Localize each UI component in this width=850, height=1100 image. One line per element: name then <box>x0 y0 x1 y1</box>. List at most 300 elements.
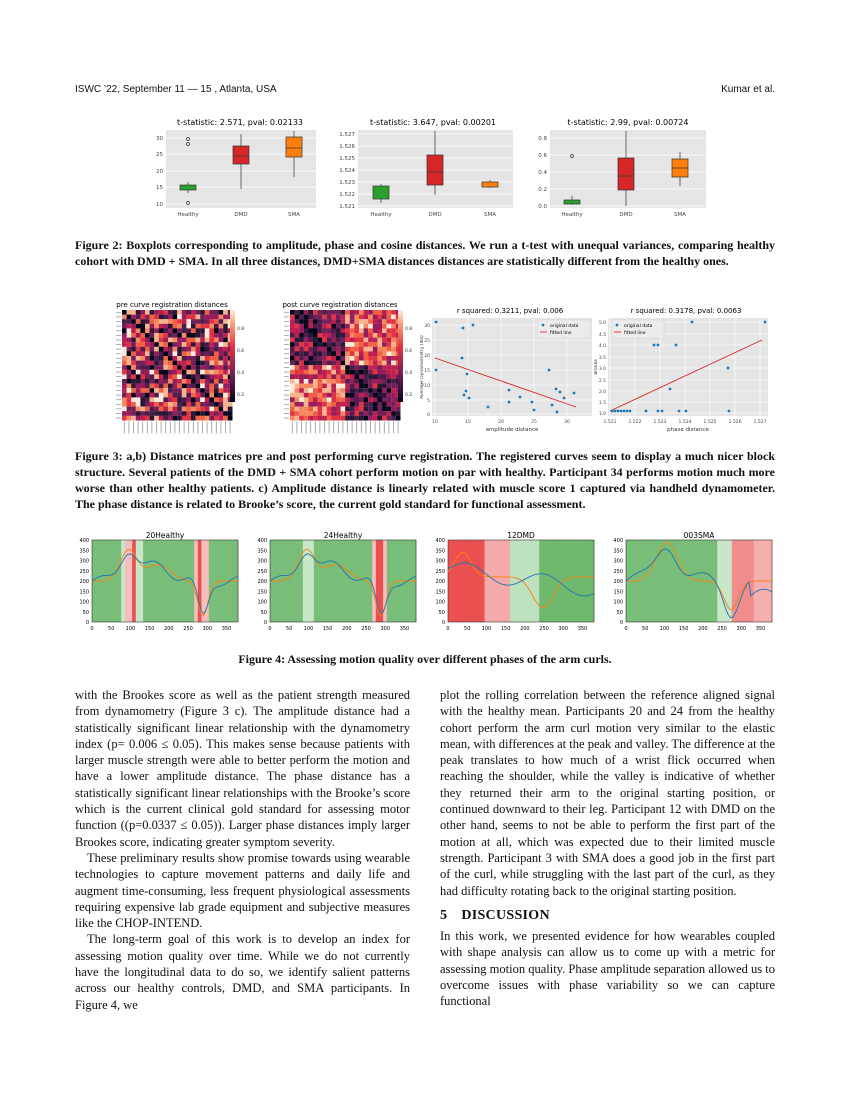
ytick: 200 <box>435 579 445 585</box>
heatmap-cell <box>322 351 327 356</box>
heatmap-cell <box>223 310 228 315</box>
heatmap-cell <box>336 384 341 389</box>
legend-item: fitted line <box>624 331 646 336</box>
heatmap-cell <box>373 393 378 398</box>
heatmap-cell <box>299 351 304 356</box>
heatmap-cell <box>295 315 300 320</box>
heatmap-cell <box>373 342 378 347</box>
heatmap-cell <box>177 374 182 379</box>
heatmap-cell <box>354 388 359 393</box>
heatmap-cell <box>354 342 359 347</box>
heatmap-cell <box>136 402 141 407</box>
heatmap-cell <box>186 374 191 379</box>
heatmap-cell <box>336 397 341 402</box>
heatmap-cell <box>368 351 373 356</box>
heatmap-cell <box>364 402 369 407</box>
heatmap-cell <box>209 397 214 402</box>
heatmap-cell <box>299 397 304 402</box>
heatmap-cell <box>299 324 304 329</box>
xtick: 350 <box>399 626 410 632</box>
heatmap-cell <box>295 384 300 389</box>
body-column-left <box>75 687 410 1013</box>
heatmap-cell <box>359 370 364 375</box>
heatmap-cell <box>219 356 224 361</box>
heatmap-cell <box>205 365 210 370</box>
heatmap-cell <box>168 411 173 416</box>
ytick: 400 <box>257 538 267 544</box>
heatmap-cell <box>223 393 228 398</box>
heatmap-cell <box>290 361 295 366</box>
heatmap-cell <box>136 361 141 366</box>
heatmap-cell <box>200 356 205 361</box>
heatmap-cell <box>341 319 346 324</box>
heatmap-cell <box>168 374 173 379</box>
heatmap-cell <box>313 328 318 333</box>
heatmap-cell <box>150 328 155 333</box>
correlation-band <box>448 540 452 622</box>
heatmap-cell <box>122 338 127 343</box>
heatmap-cell <box>182 379 187 384</box>
heatmap-post <box>248 298 416 440</box>
correlation-band <box>118 540 122 622</box>
correlation-band <box>343 540 347 622</box>
heatmap-cell <box>322 328 327 333</box>
correlation-band <box>387 540 391 622</box>
heatmap-cell <box>341 388 346 393</box>
heatmap-cell <box>382 351 387 356</box>
heatmap-cell <box>327 384 332 389</box>
heatmap-cell <box>154 328 159 333</box>
xtick: 200 <box>520 626 530 632</box>
heatmap-cell <box>327 416 332 421</box>
heatmap-cell <box>209 365 214 370</box>
heatmap-cell <box>387 338 392 343</box>
heatmap-cell <box>186 356 191 361</box>
heatmap-cell <box>131 397 136 402</box>
heatmap-cell <box>136 324 141 329</box>
heatmap-cell <box>131 384 136 389</box>
heatmap-cell <box>382 342 387 347</box>
heatmap-cell <box>327 342 332 347</box>
heatmap-cell <box>377 379 382 384</box>
xtick: 10 <box>432 420 438 425</box>
heatmap-cell <box>177 361 182 366</box>
heatmap-cell <box>331 351 336 356</box>
heatmap-cell <box>186 407 191 412</box>
heatmap-cell <box>359 347 364 352</box>
heatmap-cell <box>295 370 300 375</box>
heatmap-cell <box>290 388 295 393</box>
heatmap-cell <box>364 347 369 352</box>
heatmap-cell <box>209 319 214 324</box>
ytick: 30 <box>424 324 430 329</box>
xtick: 100 <box>303 626 314 632</box>
ytick: 1.525 <box>339 156 355 162</box>
heatmap-cell <box>150 402 155 407</box>
heatmap-col-labels <box>124 421 230 433</box>
heatmap-cell <box>196 361 201 366</box>
heatmap-cell <box>182 356 187 361</box>
heatmap-cell <box>127 347 132 352</box>
heatmap-cell <box>200 365 205 370</box>
correlation-band <box>579 540 583 622</box>
heatmap-cell <box>354 365 359 370</box>
heatmap-cell <box>382 324 387 329</box>
heatmap-cell <box>322 384 327 389</box>
correlation-band <box>663 540 667 622</box>
heatmap-cell <box>354 310 359 315</box>
heatmap-cell <box>391 397 396 402</box>
heatmap-cell <box>159 388 164 393</box>
heatmap-cell <box>382 370 387 375</box>
heatmap-cell <box>150 351 155 356</box>
heatmap-cell <box>191 416 196 421</box>
heatmap-cell <box>122 347 127 352</box>
correlation-band <box>307 540 311 622</box>
heatmap-cell <box>304 370 309 375</box>
heatmap-cell <box>186 388 191 393</box>
heatmap-cell <box>177 333 182 338</box>
heatmap-cell <box>295 365 300 370</box>
boxplot-phase <box>328 110 518 228</box>
box-sma <box>286 137 302 157</box>
correlation-band <box>209 540 213 622</box>
heatmap-cell <box>154 384 159 389</box>
heatmap-cell <box>295 351 300 356</box>
heatmap-cell <box>318 333 323 338</box>
heatmap-cell <box>359 397 364 402</box>
heatmap-cell <box>359 351 364 356</box>
heatmap-cell <box>163 361 168 366</box>
heatmap-cell <box>327 407 332 412</box>
heatmap-cell <box>368 411 373 416</box>
heatmap-cell <box>318 388 323 393</box>
ytick: 0.0 <box>538 204 547 210</box>
heatmap-cell <box>154 402 159 407</box>
heatmap-cell <box>373 315 378 320</box>
heatmap-cell <box>368 393 373 398</box>
correlation-band <box>285 540 289 622</box>
heatmap-cell <box>382 319 387 324</box>
heatmap-cell <box>145 310 150 315</box>
ytick: 3.0 <box>598 367 606 372</box>
heatmap-cell <box>168 356 173 361</box>
section-heading <box>440 908 775 924</box>
heatmap-cell <box>127 388 132 393</box>
heatmap-cell <box>186 370 191 375</box>
heatmap-cell <box>214 416 219 421</box>
heatmap-cell <box>159 315 164 320</box>
heatmap-cell <box>191 333 196 338</box>
heatmap-cell <box>136 351 141 356</box>
correlation-band <box>736 540 740 622</box>
figure-3 <box>80 298 770 440</box>
heatmap-cell <box>127 402 132 407</box>
heatmap-cell <box>313 310 318 315</box>
heatmap-cell <box>186 384 191 389</box>
heatmap-cell <box>368 361 373 366</box>
heatmap-cell <box>223 347 228 352</box>
heatmap-cell <box>373 324 378 329</box>
heatmap-cell <box>359 393 364 398</box>
heatmap-cell <box>131 315 136 320</box>
correlation-band <box>732 540 736 622</box>
heatmap-cell <box>318 347 323 352</box>
heatmap-cell <box>304 379 309 384</box>
correlation-band <box>481 540 485 622</box>
heatmap-cell <box>214 333 219 338</box>
heatmap-cell <box>150 416 155 421</box>
correlation-band <box>692 540 696 622</box>
heatmap-cell <box>177 328 182 333</box>
correlation-band <box>485 540 489 622</box>
ytick: 0 <box>427 413 430 418</box>
heatmap-cell <box>350 393 355 398</box>
figure-3-caption: Figure 3: a,b) Distance matrices pre and post performing curve registration. The registered curves seem to display a much nicer block structure. Several patients of the DMD + SMA cohort perform motion on par with healthy. Participant 34 performs motion much more worse than other healthy patients. c) Amplitude distance is linearly related with muscle score 1 captured via handheld dynamometer. The phase distance is related to Brooke’s score, the current gold standard for functional assessment. <box>75 449 775 511</box>
heatmap-cell <box>290 310 295 315</box>
heatmap-cell <box>322 379 327 384</box>
heatmap-cell <box>200 388 205 393</box>
heatmap-cell <box>159 328 164 333</box>
heatmap-cell <box>318 356 323 361</box>
ytick: 0.4 <box>538 170 547 176</box>
heatmap-cell <box>345 397 350 402</box>
heatmap-cell <box>368 407 373 412</box>
correlation-band <box>525 540 529 622</box>
heatmap-cell <box>168 379 173 384</box>
correlation-band <box>746 540 750 622</box>
heatmap-cell <box>308 407 313 412</box>
xtick: SMA <box>288 212 300 218</box>
heatmap-cell <box>159 365 164 370</box>
heatmap-cell <box>350 328 355 333</box>
heatmap-cell <box>159 411 164 416</box>
heatmap-cell <box>186 324 191 329</box>
heatmap-cell <box>391 315 396 320</box>
heatmap-cell <box>373 370 378 375</box>
heatmap-cell <box>364 407 369 412</box>
ytick: 50 <box>438 609 445 616</box>
heatmap-cell <box>200 342 205 347</box>
heatmap-cell <box>391 351 396 356</box>
heatmap-cell <box>331 319 336 324</box>
correlation-band <box>688 540 692 622</box>
heatmap-cell <box>131 351 136 356</box>
heatmap-cell <box>345 388 350 393</box>
heatmap-cell <box>350 351 355 356</box>
heatmap-cell <box>140 374 145 379</box>
heatmap-cell <box>205 370 210 375</box>
ytick: 2.5 <box>598 379 606 384</box>
paragraph: plot the rolling correlation between the reference aligned signal with the healthy mean. Participants 20 and 24 from the healthy cohort perform the arm curl motion very similar to the elastic mean, with differences at the peak and valley. The difference at the peak translates to how much of a wrist flick occurred when reaching the shoulder, while the valley is indicative of whether they returned their arm to the original starting position, or continued downward to their leg. Participant 12 with DMD on the other hand, seems to not be able to perform the first part of the motion at all, which was expected due to their limited muscle strength. Participant 3 with SMA does a good job in the first part of the curl, while struggling with the last part of the curl, as they had difficulty rotating back to the original starting position. <box>440 688 775 898</box>
heatmap-cell <box>368 379 373 384</box>
heatmap-cell <box>173 328 178 333</box>
ytick: 350 <box>79 548 89 555</box>
correlation-band <box>350 540 354 622</box>
heatmap-cell <box>368 374 373 379</box>
heatmap-cell <box>182 393 187 398</box>
heatmap-cell <box>223 411 228 416</box>
boxplot-title: t-statistic: 3.647, pval: 0.00201 <box>370 118 496 127</box>
heatmap-cell <box>163 388 168 393</box>
heatmap-cell <box>327 315 332 320</box>
xtick: Healthy <box>370 212 392 218</box>
heatmap-cell <box>223 315 228 320</box>
heatmap-cell <box>219 397 224 402</box>
heatmap-cell <box>173 310 178 315</box>
heatmap-cell <box>150 388 155 393</box>
heatmap-cell <box>327 374 332 379</box>
heatmap-cell <box>219 402 224 407</box>
heatmap-cell <box>214 347 219 352</box>
heatmap-cell <box>364 384 369 389</box>
heatmap-cell <box>368 347 373 352</box>
heatmap-cell <box>214 310 219 315</box>
heatmap-cell <box>200 370 205 375</box>
heatmap-cell <box>214 388 219 393</box>
heatmap-cell <box>336 324 341 329</box>
heatmap-cell <box>154 393 159 398</box>
heatmap-cell <box>209 416 214 421</box>
heatmap-cell <box>200 315 205 320</box>
box-healthy <box>180 185 196 190</box>
heatmap-cell <box>336 342 341 347</box>
heatmap-cell <box>341 347 346 352</box>
heatmap-cell <box>173 342 178 347</box>
heatmap-cell <box>150 333 155 338</box>
correlation-band <box>107 540 111 622</box>
heatmap-cell <box>223 402 228 407</box>
heatmap-cell <box>196 393 201 398</box>
heatmap-cell <box>191 324 196 329</box>
correlation-band <box>325 540 329 622</box>
heatmap-cell <box>140 402 145 407</box>
heatmap-cell <box>140 315 145 320</box>
heatmap-cell <box>219 370 224 375</box>
correlation-band <box>339 540 343 622</box>
heatmap-cell <box>163 384 168 389</box>
heatmap-cell <box>159 361 164 366</box>
heatmap-cell <box>345 319 350 324</box>
heatmap-cell <box>304 328 309 333</box>
correlation-band <box>136 540 140 622</box>
heatmap-cell <box>387 347 392 352</box>
heatmap-cell <box>136 342 141 347</box>
heatmap-cell <box>354 347 359 352</box>
ytick: 150 <box>257 589 267 596</box>
x-axis-label: phase distance <box>667 427 709 433</box>
ytick: 300 <box>79 558 89 565</box>
heatmap-cell <box>205 342 210 347</box>
heatmap-cell <box>168 310 173 315</box>
heatmap-cell <box>163 324 168 329</box>
colorbar-tick: 0.4 <box>405 371 413 376</box>
heatmap-cell <box>377 310 382 315</box>
heatmap-cell <box>196 388 201 393</box>
heatmap-cell <box>345 365 350 370</box>
ytick: 200 <box>257 579 267 585</box>
heatmap-cell <box>127 407 132 412</box>
heatmap-cell <box>295 347 300 352</box>
heatmap-cell <box>354 384 359 389</box>
heatmap-cell <box>359 328 364 333</box>
heatmap-cell <box>168 388 173 393</box>
correlation-band <box>550 540 554 622</box>
heatmap-cell <box>196 411 201 416</box>
heatmap-cell <box>299 342 304 347</box>
heatmap-cell <box>304 397 309 402</box>
heatmap-cell <box>318 328 323 333</box>
correlation-band <box>354 540 358 622</box>
heatmap-cell <box>304 393 309 398</box>
figure-2 <box>140 110 710 228</box>
heatmap-cell <box>354 333 359 338</box>
heatmap-cell <box>182 319 187 324</box>
heatmap-cell <box>219 379 224 384</box>
xtick: 150 <box>322 626 333 632</box>
heatmap-cell <box>214 328 219 333</box>
correlation-band <box>474 540 478 622</box>
heatmap-cell <box>341 310 346 315</box>
heatmap-cell <box>304 384 309 389</box>
heatmap-cell <box>308 384 313 389</box>
heatmap-cell <box>350 397 355 402</box>
heatmap-cell <box>223 338 228 343</box>
heatmap-cell <box>219 342 224 347</box>
heatmap-cell <box>177 342 182 347</box>
heatmap-cell <box>196 397 201 402</box>
heatmap-cell <box>223 356 228 361</box>
heatmap-cell <box>308 342 313 347</box>
heatmap-cell <box>336 333 341 338</box>
heatmap-cell <box>373 310 378 315</box>
heatmap-cell <box>295 397 300 402</box>
heatmap-cell <box>219 365 224 370</box>
heatmap-cell <box>304 407 309 412</box>
heatmap-cell <box>299 379 304 384</box>
heatmap-cell <box>122 319 127 324</box>
heatmap-cell <box>308 388 313 393</box>
heatmap-title: post curve registration distances <box>282 301 398 309</box>
heatmap-cell <box>350 333 355 338</box>
heatmap-cell <box>191 328 196 333</box>
heatmap-cell <box>127 397 132 402</box>
heatmap-cell <box>136 365 141 370</box>
heatmap-cell <box>214 324 219 329</box>
heatmap-cell <box>382 407 387 412</box>
correlation-band <box>587 540 591 622</box>
heatmap-cell <box>127 328 132 333</box>
heatmap-cell <box>304 416 309 421</box>
heatmap-cell <box>308 370 313 375</box>
heatmap-cell <box>341 351 346 356</box>
heatmap-cell <box>354 402 359 407</box>
heatmap-cell <box>313 411 318 416</box>
xtick: 350 <box>577 626 588 632</box>
heatmap-cell <box>322 342 327 347</box>
ytick: 0.2 <box>538 187 547 193</box>
panel-003SMA <box>613 531 772 632</box>
correlation-band <box>390 540 394 622</box>
heatmap-cell <box>173 379 178 384</box>
heatmap-cell <box>396 416 401 421</box>
heatmap-cell <box>205 416 210 421</box>
heatmap-cell <box>159 356 164 361</box>
heatmap-cell <box>200 361 205 366</box>
heatmap-cell <box>354 411 359 416</box>
heatmap-cell <box>173 338 178 343</box>
heatmap-cell <box>127 374 132 379</box>
